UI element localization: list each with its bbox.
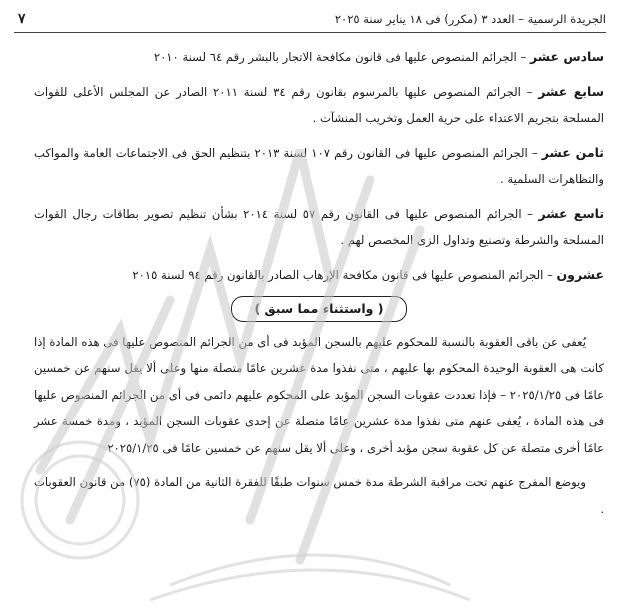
document-body bbox=[34, 44, 604, 530]
section-title bbox=[34, 296, 604, 323]
item-17 bbox=[34, 79, 604, 132]
item-17-key: سابع عشر bbox=[538, 83, 604, 99]
exception-paragraph-2: ويوضع المفرج عنهم تحت مراقبة الشرطة مدة خمس سنوات طبقًا للفقرة الثانية من المادة (٧٥) من قانون العقوبات . bbox=[34, 475, 604, 516]
exception-paragraph-1: يُعفى عن باقى العقوبة بالنسبة للمحكوم عليهم بالسجن المؤبد فى أى من الجرائم المنصوص عليها فى هذه المادة إذا كانت هى العقوبة الوحيدة المحكوم بها عليهم ، متى نفذوا مدة عشرين عامًا متصلة منها وعلى ألا يقل سنهم عن خمسين عامًا فى ٢٠٢٥/١/٢٥ – فإذا تعددت عقوبات السجن المؤبد على المحكوم عليهم دائمى فى أى من الجرائم المنصوص عليها فى هذه المادة ، يُعفى عنهم متى نفذوا مدة عشرين عامًا متصلة عن إحدى عقوبات السجن المؤبد ، ومدة خمسة عشر عامًا أخرى متصلة عن كل عقوبة سجن مؤبد أخرى ، وعلى ألا يقل سنهم عن خمسين عامًا فى ٢٠٢٥/١/٢٥ bbox=[34, 334, 604, 455]
header-text: الجريدة الرسمية – العدد ٣ (مكرر) فى ١٨ يناير سنة ٢٠٢٥ bbox=[334, 12, 606, 26]
item-20-text: – الجرائم المنصوص عليها فى قانون مكافحة الإرهاب الصادر بالقانون رقم ٩٤ لسنة ٢٠١٥ bbox=[132, 267, 557, 282]
item-20-key: عشرون bbox=[556, 266, 604, 282]
item-20 bbox=[34, 262, 604, 289]
page-header bbox=[14, 6, 606, 33]
section-title-text: ( واستثناء مما سبق ) bbox=[231, 296, 406, 322]
item-19-key: تاسع عشر bbox=[538, 205, 605, 221]
item-16-key: سادس عشر bbox=[529, 49, 604, 64]
item-19-text: – الجرائم المنصوص عليها فى القانون رقم ٥٧ لسنة ٢٠١٤ بشأن تنظيم تصوير بطاقات رجال القوات المسلحة والشرطة وتصنيع وتداول الزى المخصص لهم . bbox=[34, 206, 604, 247]
item-16-text: – الجرائم المنصوص عليها فى قانون مكافحة الاتجار بالبشر رقم ٦٤ لسنة ٢٠١٠ bbox=[153, 50, 530, 64]
item-16 bbox=[34, 44, 604, 71]
page-number: ٧ bbox=[18, 11, 26, 27]
item-18-key: ثامن عشر bbox=[541, 144, 604, 160]
item-18-text: – الجرائم المنصوص عليها فى القانون رقم ١٠٧ لسنة ٢٠١٣ بتنظيم الحق فى الاجتماعات العامة والمواكب والتظاهرات السلمية . bbox=[34, 145, 604, 186]
item-18 bbox=[34, 140, 604, 193]
item-19 bbox=[34, 201, 604, 254]
item-17-text: – الجرائم المنصوص عليها بالمرسوم بقانون رقم ٣٤ لسنة ٢٠١١ الصادر عن المجلس الأعلى للقوات المسلحة بتجريم الاعتداء على حرية العمل وتخريب المنشآت . bbox=[34, 84, 604, 125]
